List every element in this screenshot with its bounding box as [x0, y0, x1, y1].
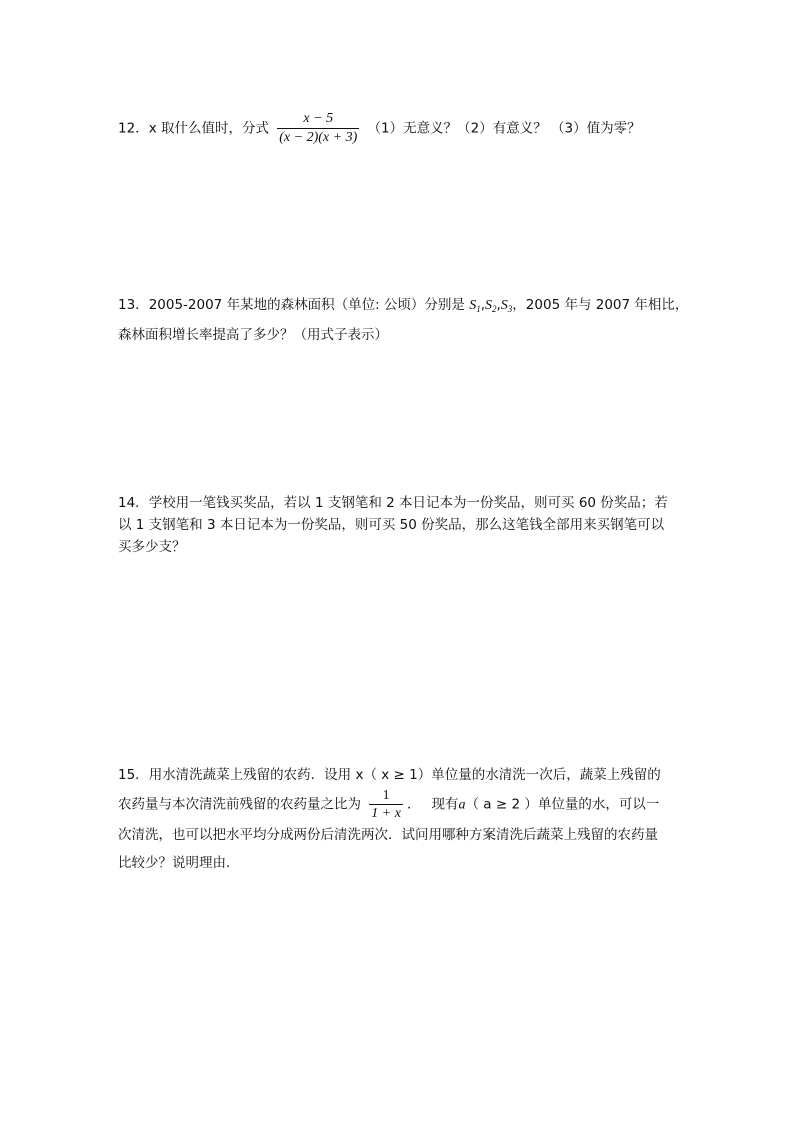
question-text: ，2005 年与 2007 年相比， — [512, 297, 689, 313]
fraction-denominator: (x − 2)(x + 3) — [279, 130, 358, 145]
question-text: 农药量与本次清洗前残留的农药量之比为 — [118, 796, 361, 813]
question-15-line-2 — [118, 786, 659, 823]
math-a: a — [458, 797, 466, 813]
question-13-line-2: 森林面积增长率提高了多少？（用式子表示） — [118, 327, 388, 343]
question-text: 用水清洗蔬菜上残留的农药．设用 x（ x ≥ 1）单位量的水清洗一次后，蔬菜上残留的 — [148, 767, 661, 783]
question-text: 2005-2007 年某地的森林面积（单位: 公顷）分别是 — [148, 297, 465, 313]
question-text: ． 现有 — [406, 796, 459, 813]
question-14-line-2: 以 1 支钢笔和 3 本日记本为一份奖品，则可买 50 份奖品，那么这笔钱全部用来买钢笔可以 — [118, 517, 665, 533]
question-14-line-3: 买多少支？ — [118, 539, 186, 555]
question-number: 14． — [118, 495, 149, 511]
question-14-line-1 — [118, 492, 668, 514]
question-text: （ a ≥ 2 ）单位量的水，可以一 — [465, 796, 660, 813]
question-number: 15． — [118, 767, 149, 783]
question-15-line-3: 次清洗，也可以把水平均分成两份后清洗两次．试问用哪种方案清洗后蔬菜上残留的农药量 — [118, 827, 658, 843]
fraction-numerator: x − 5 — [303, 111, 334, 126]
question-15-line-1 — [118, 764, 661, 786]
question-12 — [118, 110, 641, 147]
math-s1: $S_1$ — [469, 298, 481, 314]
question-number: 12． — [118, 120, 149, 137]
question-text: 学校用一笔钱买奖品，若以 1 支钢笔和 2 本日记本为一份奖品，则可买 60 份奖品；若 — [148, 495, 668, 511]
math-s2: $S_2$ — [485, 298, 497, 314]
fraction — [369, 786, 403, 823]
fraction-numerator: 1 — [382, 787, 390, 802]
question-text: x 取什么值时，分式 — [148, 120, 269, 137]
question-text-tail: （1）无意义？（2）有意义？ （3）值为零？ — [367, 120, 641, 137]
fraction — [277, 110, 359, 147]
math-s3: $S_3$ — [500, 298, 513, 314]
question-13-line-1: 13．2005-2007 年某地的森林面积（单位: 公顷）分别是 $S_1,S_2,S_3$，2005 年与 2007 年相比， — [118, 297, 689, 314]
fraction-denominator: 1 + x — [371, 806, 401, 821]
question-15-line-4: 比较少？说明理由． — [118, 855, 240, 871]
question-number: 13． — [118, 297, 149, 313]
